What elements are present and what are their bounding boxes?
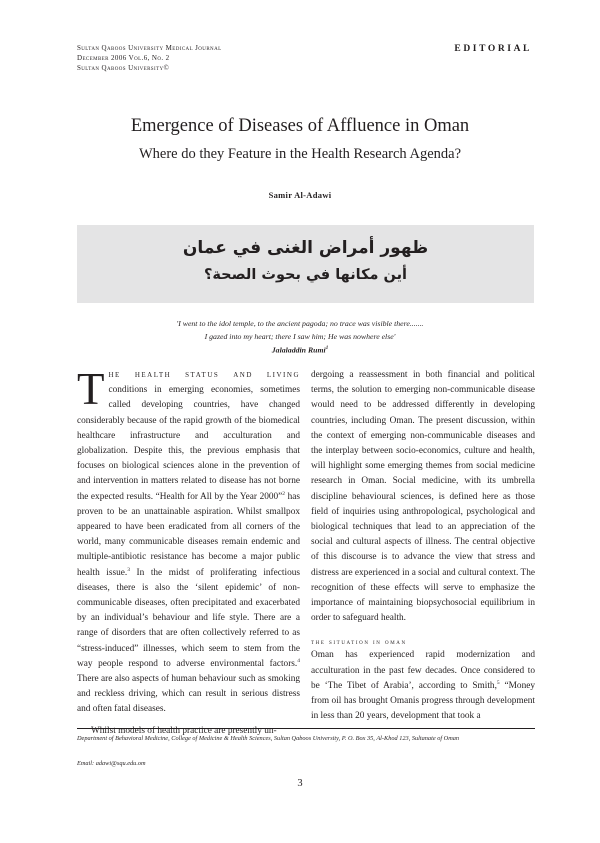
arabic-subtitle: أين مكانها في بحوث الصحة؟ xyxy=(203,267,408,283)
reference-mark: 3 xyxy=(127,566,130,573)
footer-rule xyxy=(77,728,535,729)
text-run: In the midst of proliferating infectious diseases, there is also the ‘silent epidemic’ of non-communicable diseases, often precipitated and exacerbated by an individual’s behaviour and life style. There are a range of disorders that are often collectively referred to as “stress-induced” illnesses, which seem to stem from the way people respond to adverse environmental factors. xyxy=(77,567,300,669)
reference-mark: 2 xyxy=(282,490,286,497)
opening-small-caps: he health status and living xyxy=(108,370,300,380)
text-run: There are also aspects of human behaviour such as smoking and reckless driving, which can result in serious distress and often fatal diseases. xyxy=(77,674,300,715)
text-run: “Money from oil has brought Omanis progress through development in less than 20 years, development that took a xyxy=(311,680,535,722)
epigraph-line: 'I went to the idol temple, to the ancient pagoda; no trace was visible there....... xyxy=(176,319,424,328)
column-right xyxy=(311,368,535,724)
article-title: Emergence of Diseases of Affluence in Oman xyxy=(130,116,470,136)
paragraph xyxy=(77,364,300,718)
journal-issue: December 2006 Vol.6, No. 2 xyxy=(77,54,170,62)
arabic-title-box xyxy=(77,225,534,303)
journal-info xyxy=(77,43,222,73)
text-run: Oman has experienced rapid modernization and acculturation in the past few decades. Once considered to be ‘The Tibet of Arabia’, according to Smith, xyxy=(311,650,535,691)
text-run: has proven to be an unattainable aspiration. Whilst smallpox appeared to have been eradicated from all corners of the world, many communicable diseases remain endemic and multiple-antibiotic resistance has become a major public health issue. xyxy=(77,491,300,578)
arabic-title: ظهور أمراض الغنى في عمان xyxy=(182,238,429,258)
journal-copyright: Sultan Qaboos University© xyxy=(77,64,170,72)
paragraph: Whilst models of health practice are presently un- xyxy=(91,725,277,736)
author-affiliation: Department of Behavioral Medicine, College of Medicine & Health Sciences, Sultan Qaboos University, P. O. Box 35, Al-Khod 123, Sultanate of Oman xyxy=(77,735,460,742)
paragraph xyxy=(311,648,535,724)
paragraph: dergoing a reassessment in both financial and political terms, the solution to emerging non-communicable disease would need to be addressed differently in developing countries, including Oman. The present discussion, within the context of emerging non-communicable diseases and the interplay between socio-economics, culture and health, will highlight some emerging themes from social medicine research in Oman. Social medicine, with its umbrella discipline behavioural sciences, is defined here as those field of inquiries using anthropological, psychological and biological techniques that lead to an appreciation of the social and cultural aspects of illness. The central objective of this discourse is to advance the view that stress and distress are experienced in a social and cultural context. The recognition of these effects will serve to emphasize the importance of maintaining biopsychosocial equilibrium in order to safeguard health. xyxy=(311,370,535,624)
epigraph xyxy=(0,318,600,357)
page-number: 3 xyxy=(297,778,303,789)
section-heading: the situation in oman xyxy=(311,637,407,647)
epigraph-attribution xyxy=(0,343,600,357)
epigraph-author: Jalaladdin Rumi xyxy=(271,345,326,355)
epigraph-line: I gazed into my heart; there I saw him; He was nowhere else' xyxy=(204,331,396,341)
article-author: Samir Al-Adawi xyxy=(268,190,332,200)
reference-mark: 1 xyxy=(325,346,329,351)
column-left xyxy=(77,364,300,739)
text-run: conditions in emerging economies, sometimes called developing countries, have changed considerably because of the rapid growth of the biomedical healthcare infrastructure and acculturation and globalization. Despite this, the previous emphasis that focuses on biological sciences alone in the prevention of and intervention in matters related to disease has not borne the expected results. “Health for All by the Year 2000” xyxy=(77,385,300,502)
reference-mark: 5 xyxy=(496,679,500,686)
author-email: Email: adawi@squ.edu.om xyxy=(77,760,146,767)
article-subtitle: Where do they Feature in the Health Research Agenda? xyxy=(138,146,462,162)
section-label: EDITORIAL xyxy=(454,44,532,54)
drop-cap: T xyxy=(77,364,105,414)
reference-mark: 4 xyxy=(297,657,300,664)
journal-name: Sultan Qaboos University Medical Journal xyxy=(77,44,222,52)
